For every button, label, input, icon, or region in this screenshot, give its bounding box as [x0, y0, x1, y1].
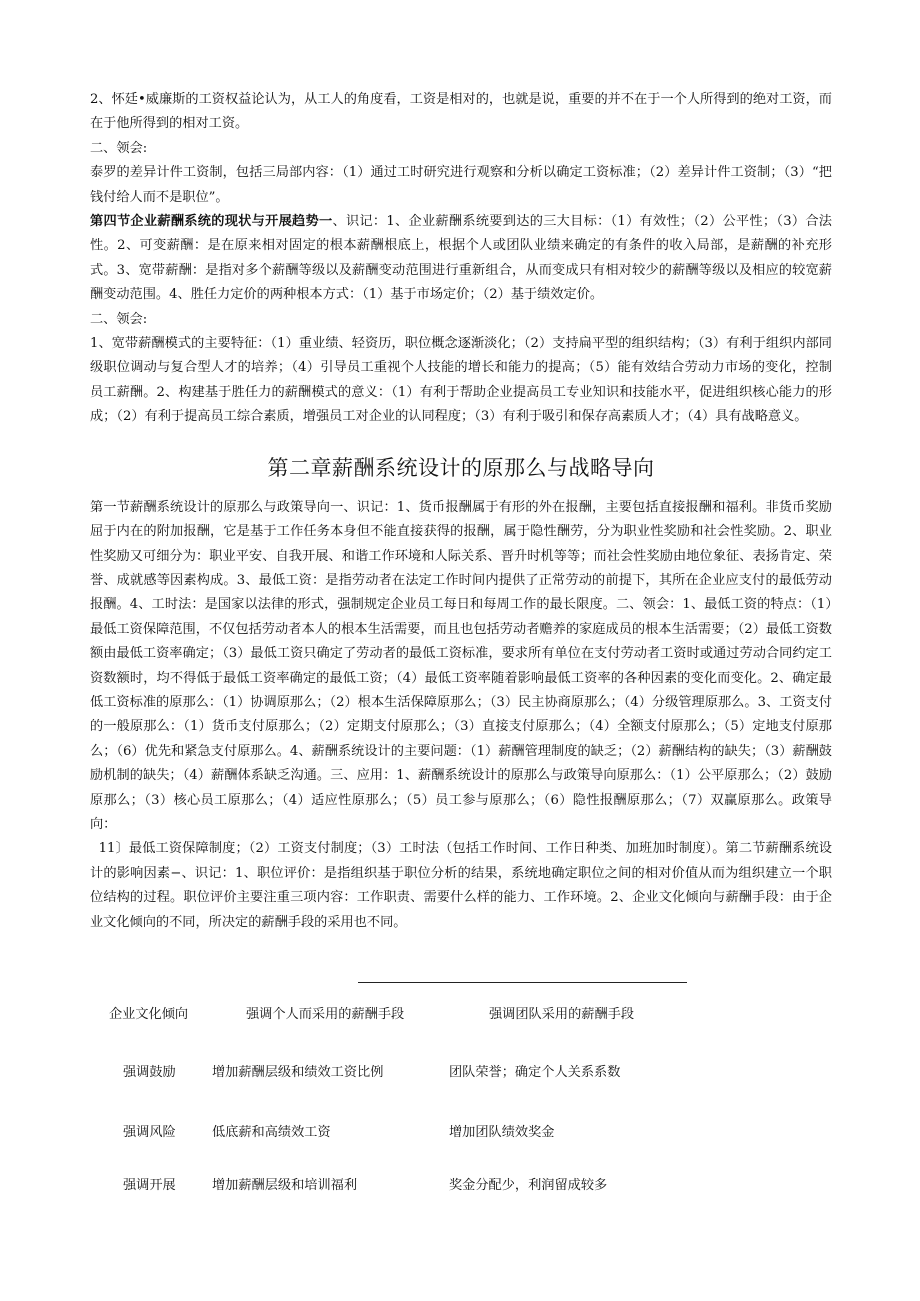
paragraph-broadband: 1、宽带薪酬模式的主要特征：（1）重业绩、轻资历，职位概念逐渐淡化；（2）支持扁平型的组织结构；（3）有利于组织内部同级职位调动与复合型人才的培养；（4）引导员工重视个人技能的增长和能力的提高；（5）能有效结合劳动力市场的变化，控制员工薪酬。2、构建基于胜任力的薪酬模式的意义：（1）有利于帮助企业提高员工专业知识和技能水平，促进组织核心能力的形成；（2）有利于提高员工综合素质，增强员工对企业的认同程度；（3）有利于吸引和保存高素质人才；（4）具有战略意义。 — [90, 336, 832, 425]
paragraph-chapter-body-2: 11〕最低工资保障制度；（2）工资支付制度；（3）工时法（包括工作时间、工作日种类、加班加时制度）。第二节薪酬系统设计的影响因素−、识记：1、职位评价：是指组织基于职位分析的结果，系统地确定职位之间的相对价值从而为组织建立一个职位结构的过程。职位评价主要注重三项内容：工作职责、需要什么样的能力、工作环境。2、企业文化倾向与薪酬手段：由于企业文化倾向的不同，所决定的薪酬手段的采用也不同。 — [90, 841, 832, 930]
table-cell: 强调开展 — [123, 1178, 176, 1193]
paragraph-wage-equity: 2、怀廷•威廉斯的工资权益论认为，从工人的角度看，工资是相对的，也就是说，重要的并不在于一个人所得到的绝对工资，而在于他所得到的相对工资。 — [90, 92, 832, 132]
table-header: 强调团队采用的薪酬手段 — [489, 1007, 635, 1022]
heading-comprehension-2: 二、领会: — [90, 311, 148, 327]
table-cell: 奖金分配少，利润留成较多 — [449, 1178, 608, 1193]
table-header: 强调个人而采用的薪酬手段 — [246, 1007, 405, 1022]
table-cell: 增加薪酬层级和绩效工资比例 — [212, 1065, 384, 1080]
paragraph-chapter-body: 第一节薪酬系统设计的原那么与政策导向一、识记：1、货币报酬属于有形的外在报酬，主要包括直接报酬和福利。非货币奖励屈于内在的附加报酬，它是基于工作任务本身但不能直接获得的报酬，属于隐性酬劳，分为职业性奖励和社会性奖励。2、职业性奖励又可细分为：职业平安、自我开展、和谐工作环境和人际关系、晋升时机等等；而社会性奖励由地位象征、表扬肯定、荣誉、成就感等因素构成。3、最低工资：是指劳动者在法定工作时间内提供了正常劳动的前提下，其所在企业应支付的最低劳动报酬。4、工时法：是国家以法律的形式，强制规定企业员工每日和每周工作的最长限度。二、领会：1、最低工资的特点：（1）最低工资保障范围，不仅包括劳动者本人的根本生活需要，而且也包括劳动者赡养的家庭成员的根本生活需要；（2）最低工资数额由最低工资率确定；（3）最低工资只确定了劳动者的最低工资标准，要求所有单位在支付劳动者工资时或通过劳动合同约定工资数额时，均不得低于最低工资率确定的最低工资；（4）最低工资率随着影响最低工资率的各种因素的变化而变化。2、确定最低工资标准的原那么：（1）协调原那么；（2）根本生活保障原那么；（3）民主协商原那么；（4）分级管理原那么。3、工资支付的一般原那么：（1）货币支付原那么；（2）定期支付原那么；（3）直接支付原那么；（4）全额支付原那么；（5）定地支付原那么；（6）优先和紧急支付原那么。4、薪酬系统设计的主要问题：（1）薪酬管理制度的缺乏；（2）薪酬结构的缺失；（3）薪酬鼓励机制的缺失；（4）薪酬体系缺乏沟通。三、应用：1、薪酬系统设计的原那么与政策导向原那么：（1）公平原那么；（2）鼓励原那么；（3）核心员工原那么；（4）适应性原那么；（5）员工参与原那么；（6）隐性报酬原那么；（7）双赢原那么。政策导向： — [90, 499, 832, 832]
table-cell: 团队荣誉；确定个人关系系数 — [449, 1065, 621, 1080]
section4-lead: 第四节企业薪酬系统的现状与开展趋势一 — [90, 214, 333, 230]
table-cell: 强调风险 — [123, 1125, 176, 1140]
section4-text: 、识记：1、企业薪酬系统要到达的三大目标：（1）有效性；（2）公平性；（3）合法性。2、可变薪酬：是在原来相对固定的根本薪酬根底上，根据个人或团队业绩来确定的有条件的收入局部，是薪酬的补充形式。3、宽带薪酬：是指对多个薪酬等级以及薪酬变动范围进行重新组合，从而变成只有相对较少的薪酬等级以及相应的较宽薪酬变动范围。4、胜任力定价的两种根本方式：（1）基于市场定价；（2）基于绩效定价。 — [90, 214, 832, 303]
chapter-title: 第二章薪酬系统设计的原那么与战略导向 — [267, 455, 655, 480]
table-cell: 低底薪和高绩效工资 — [212, 1125, 331, 1140]
heading-comprehension-1: 二、领会: — [90, 140, 148, 156]
table-cell: 增加薪酬层级和培训福利 — [212, 1178, 358, 1193]
table-cell: 增加团队绩效奖金 — [449, 1125, 555, 1140]
table-cell: 强调鼓励 — [123, 1065, 176, 1080]
paragraph-taylor: 泰罗的差异计件工资制，包括三局部内容：（1）通过工时研究进行观察和分析以确定工资标准；（2）差异计件工资制；（3）“把钱付给人而不是职位”。 — [90, 165, 832, 205]
table-header: 企业文化倾向 — [109, 1007, 189, 1022]
